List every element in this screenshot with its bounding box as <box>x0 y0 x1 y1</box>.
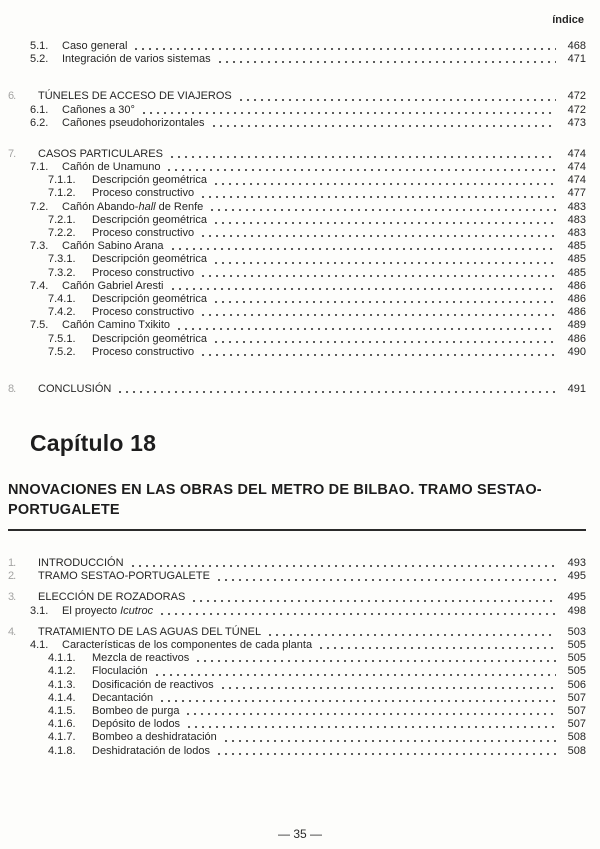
toc-entry-label: Cañón Camino Txikito <box>62 319 171 332</box>
toc-page-number: 507 <box>567 691 586 704</box>
toc-page-number: 483 <box>567 227 586 240</box>
dotted-leader <box>170 240 558 253</box>
dotted-leader <box>200 267 558 280</box>
toc-page-number: 474 <box>567 174 586 187</box>
dotted-leader <box>166 161 558 174</box>
toc-entry-number: 7.5.2. <box>48 345 76 358</box>
toc-page-number: 491 <box>567 382 586 395</box>
running-header-label: índice <box>552 14 584 26</box>
toc-row <box>30 319 586 332</box>
dotted-leader <box>185 705 558 718</box>
toc-page-number: 483 <box>567 213 586 226</box>
toc-row <box>30 53 586 66</box>
toc-entry-number: 3.1. <box>30 604 49 617</box>
toc-row <box>30 40 586 53</box>
toc-entry-label: TRATAMIENTO DE LAS AGUAS DEL TÚNEL <box>38 625 262 638</box>
dotted-leader <box>154 665 558 678</box>
toc-entry-number: 4.1. <box>30 639 49 652</box>
dotted-leader <box>186 718 558 731</box>
page-header <box>30 14 586 27</box>
dotted-leader <box>159 605 558 618</box>
dotted-leader <box>213 214 558 227</box>
toc-page-number: 505 <box>567 639 586 652</box>
toc-entry-label: Cañones pseudohorizontales <box>62 116 205 129</box>
toc-entry-label: Proceso constructivo <box>92 227 195 240</box>
toc-row <box>30 117 586 130</box>
toc-page-number: 508 <box>567 744 586 757</box>
toc-row <box>48 293 586 306</box>
toc-entry-label: Descripción geométrica <box>92 213 207 226</box>
toc-page-number: 485 <box>567 266 586 279</box>
toc-entry-label: Depósito de lodos <box>92 718 181 731</box>
dotted-leader <box>220 679 558 692</box>
toc-entry-number: 4.1.1. <box>48 652 76 665</box>
dotted-leader <box>238 90 558 103</box>
dotted-leader <box>169 148 558 161</box>
toc-row <box>48 679 586 692</box>
toc-page-number: 485 <box>567 253 586 266</box>
toc-entry-label: Decantación <box>92 691 154 704</box>
toc-entry-label: Descripción geométrica <box>92 253 207 266</box>
toc-row <box>48 692 586 705</box>
toc-row <box>48 718 586 731</box>
toc-page-number: 498 <box>567 604 586 617</box>
toc-entry-label: TRAMO SESTAO-PORTUGALETE <box>38 570 210 583</box>
toc-entry-number: 5.1. <box>30 39 49 52</box>
dotted-leader <box>217 53 558 66</box>
toc-entry-label: Cañón Abando-hall de Renfe <box>62 200 204 213</box>
toc-row <box>48 306 586 319</box>
toc-entry-label: Descripción geométrica <box>92 292 207 305</box>
toc-page-number: 483 <box>567 200 586 213</box>
dotted-leader <box>133 40 558 53</box>
toc-row <box>30 104 586 117</box>
toc-page-number: 507 <box>567 704 586 717</box>
toc-entry-label: Integración de varios sistemas <box>62 53 211 66</box>
toc-entry-label: Cañón Gabriel Aresti <box>62 279 164 292</box>
dotted-leader <box>200 346 558 359</box>
toc-page-number: 486 <box>567 279 586 292</box>
toc-page-number: 490 <box>567 345 586 358</box>
dotted-leader <box>216 570 558 583</box>
toc-entry-label: Características de los componentes de cada planta <box>62 639 313 652</box>
dotted-leader <box>267 626 558 639</box>
toc-entry-number: 7.2.1. <box>48 213 76 226</box>
toc-page-number: 508 <box>567 731 586 744</box>
toc-entry-number: 7.1.1. <box>48 174 76 187</box>
dotted-leader <box>213 293 558 306</box>
toc-row <box>48 253 586 266</box>
toc-row <box>48 174 586 187</box>
dotted-leader <box>209 201 558 214</box>
toc-row <box>48 214 586 227</box>
toc-page-number: 493 <box>567 557 586 570</box>
toc-entry-label: CASOS PARTICULARES <box>38 147 163 160</box>
italic-term: hall <box>138 200 156 213</box>
toc-entry-label: Proceso constructivo <box>92 266 195 279</box>
toc-entry-number: 4.1.2. <box>48 665 76 678</box>
toc-entry-label: ELECCIÓN DE ROZADORAS <box>38 591 186 604</box>
toc-section-chapter18 <box>8 557 586 758</box>
toc-row <box>48 665 586 678</box>
dotted-leader <box>176 319 558 332</box>
toc-page-number: 495 <box>567 570 586 583</box>
toc-page-number: 503 <box>567 625 586 638</box>
toc-entry-label: Cañón de Unamuno <box>62 161 161 174</box>
italic-term: Icutroc <box>120 604 154 617</box>
toc-page-number: 505 <box>567 652 586 665</box>
toc-entry-number: 7.3.2. <box>48 266 76 279</box>
toc-page-number: 495 <box>567 591 586 604</box>
dotted-leader <box>200 306 558 319</box>
toc-entry-label: Descripción geométrica <box>92 332 207 345</box>
toc-entry-number: 6.1. <box>30 103 49 116</box>
dotted-leader <box>200 188 558 201</box>
toc-entry-number: 4.1.8. <box>48 744 76 757</box>
toc-entry-label: Mezcla de reactivos <box>92 652 190 665</box>
toc-entry-number: 2. <box>8 570 16 583</box>
toc-entry-label: Bombeo a deshidratación <box>92 731 217 744</box>
toc-page-number: 471 <box>567 53 586 66</box>
toc-entry-number: 7.2. <box>30 200 49 213</box>
toc-entry-label: Bombeo de purga <box>92 704 180 717</box>
chapter-title <box>8 480 586 520</box>
toc-page-number: 474 <box>567 147 586 160</box>
dotted-leader <box>223 731 558 744</box>
toc-page-number: 489 <box>567 319 586 332</box>
toc-row <box>30 240 586 253</box>
toc-row <box>8 90 586 103</box>
chapter-title-line2: PORTUGALETE <box>8 502 120 519</box>
toc-entry-number: 4.1.6. <box>48 718 76 731</box>
toc-gap <box>30 130 586 148</box>
toc-entry-number: 7.4. <box>30 279 49 292</box>
dotted-leader <box>211 117 559 130</box>
toc-entry-number: 7.2.2. <box>48 227 76 240</box>
toc-entry-number: 7.5.1. <box>48 332 76 345</box>
toc-entry-number: 7.1.2. <box>48 187 76 200</box>
toc-row <box>48 731 586 744</box>
toc-page-number: 486 <box>567 332 586 345</box>
toc-row <box>48 346 586 359</box>
toc-entry-number: 7.4.1. <box>48 292 76 305</box>
toc-entry-number: 6.2. <box>30 116 49 129</box>
toc-row <box>48 652 586 665</box>
dotted-leader <box>170 280 559 293</box>
toc-row <box>30 161 586 174</box>
toc-entry-number: 7.5. <box>30 319 49 332</box>
toc-entry-label: TÚNELES DE ACCESO DE VIAJEROS <box>38 90 232 103</box>
toc-page-number: 485 <box>567 240 586 253</box>
toc-page-number: 505 <box>567 665 586 678</box>
toc-page-number: 474 <box>567 161 586 174</box>
toc-entry-number: 4. <box>8 625 16 638</box>
toc-entry-label: Dosificación de reactivos <box>92 678 214 691</box>
toc-row <box>30 201 586 214</box>
toc-entry-number: 4.1.3. <box>48 678 76 691</box>
toc-entry-number: 3. <box>8 591 16 604</box>
toc-entry-label: Deshidratación de lodos <box>92 744 211 757</box>
chapter-heading: Capítulo 18 <box>30 430 157 457</box>
toc-row <box>8 383 586 396</box>
dotted-leader <box>213 333 558 346</box>
toc-page-number: 468 <box>567 39 586 52</box>
toc-entry-label: Proceso constructivo <box>92 306 195 319</box>
toc-entry-number: 7.3. <box>30 240 49 253</box>
toc-row <box>30 280 586 293</box>
toc-entry-number: 8. <box>8 382 16 395</box>
toc-page-number: 486 <box>567 306 586 319</box>
toc-row <box>48 188 586 201</box>
toc-entry-label: Proceso constructivo <box>92 187 195 200</box>
toc-row <box>8 626 586 639</box>
dotted-leader <box>213 174 558 187</box>
toc-entry-number: 1. <box>8 557 16 570</box>
toc-row <box>30 605 586 618</box>
dotted-leader <box>191 592 558 605</box>
toc-row <box>8 557 586 570</box>
toc-row <box>48 227 586 240</box>
toc-entry-number: 7.3.1. <box>48 253 76 266</box>
toc-entry-number: 6. <box>8 90 16 103</box>
toc-entry-label: CONCLUSIÓN <box>38 382 112 395</box>
dotted-leader <box>200 227 558 240</box>
toc-entry-label: Caso general <box>62 39 128 52</box>
toc-page-number: 477 <box>567 187 586 200</box>
toc-entry-number: 4.1.4. <box>48 691 76 704</box>
toc-row <box>30 639 586 652</box>
toc-entry-label: El proyecto Icutroc <box>62 604 154 617</box>
toc-page-number: 507 <box>567 718 586 731</box>
toc-entry-label: Proceso constructivo <box>92 345 195 358</box>
toc-row <box>48 745 586 758</box>
toc-entry-label: Cañón Sabino Arana <box>62 240 164 253</box>
toc-entry-number: 4.1.7. <box>48 731 76 744</box>
toc-page-number: 472 <box>567 103 586 116</box>
toc-page-number: 472 <box>567 90 586 103</box>
toc-gap <box>30 66 586 90</box>
toc-page-number: 486 <box>567 292 586 305</box>
toc-entry-label: Floculación <box>92 665 148 678</box>
dotted-leader <box>216 745 558 758</box>
toc-row <box>48 333 586 346</box>
title-horizontal-rule <box>8 529 586 531</box>
toc-section-top <box>8 39 586 396</box>
toc-page-number: 473 <box>567 116 586 129</box>
dotted-leader <box>318 639 558 652</box>
toc-row <box>48 267 586 280</box>
toc-page-number: 506 <box>567 678 586 691</box>
toc-entry-number: 5.2. <box>30 53 49 66</box>
dotted-leader <box>117 383 558 396</box>
dotted-leader <box>130 557 558 570</box>
toc-entry-number: 7.4.2. <box>48 306 76 319</box>
toc-entry-number: 7. <box>8 147 16 160</box>
toc-entry-label: Descripción geométrica <box>92 174 207 187</box>
toc-row <box>8 148 586 161</box>
page-footer <box>0 827 600 841</box>
dotted-leader <box>195 652 558 665</box>
chapter-title-line1: NNOVACIONES EN LAS OBRAS DEL METRO DE BILBAO. TRAMO SESTAO- <box>8 482 542 499</box>
toc-gap <box>30 359 586 383</box>
page-number: — 35 — <box>277 827 322 841</box>
dotted-leader <box>159 692 558 705</box>
toc-gap <box>30 618 586 626</box>
toc-row <box>48 705 586 718</box>
toc-entry-number: 4.1.5. <box>48 704 76 717</box>
toc-entry-number: 7.1. <box>30 161 49 174</box>
dotted-leader <box>141 104 558 117</box>
toc-entry-label: INTRODUCCIÓN <box>38 557 124 570</box>
toc-row <box>8 592 586 605</box>
toc-entry-label: Cañones a 30° <box>62 103 135 116</box>
dotted-leader <box>213 253 558 266</box>
toc-row <box>8 570 586 583</box>
